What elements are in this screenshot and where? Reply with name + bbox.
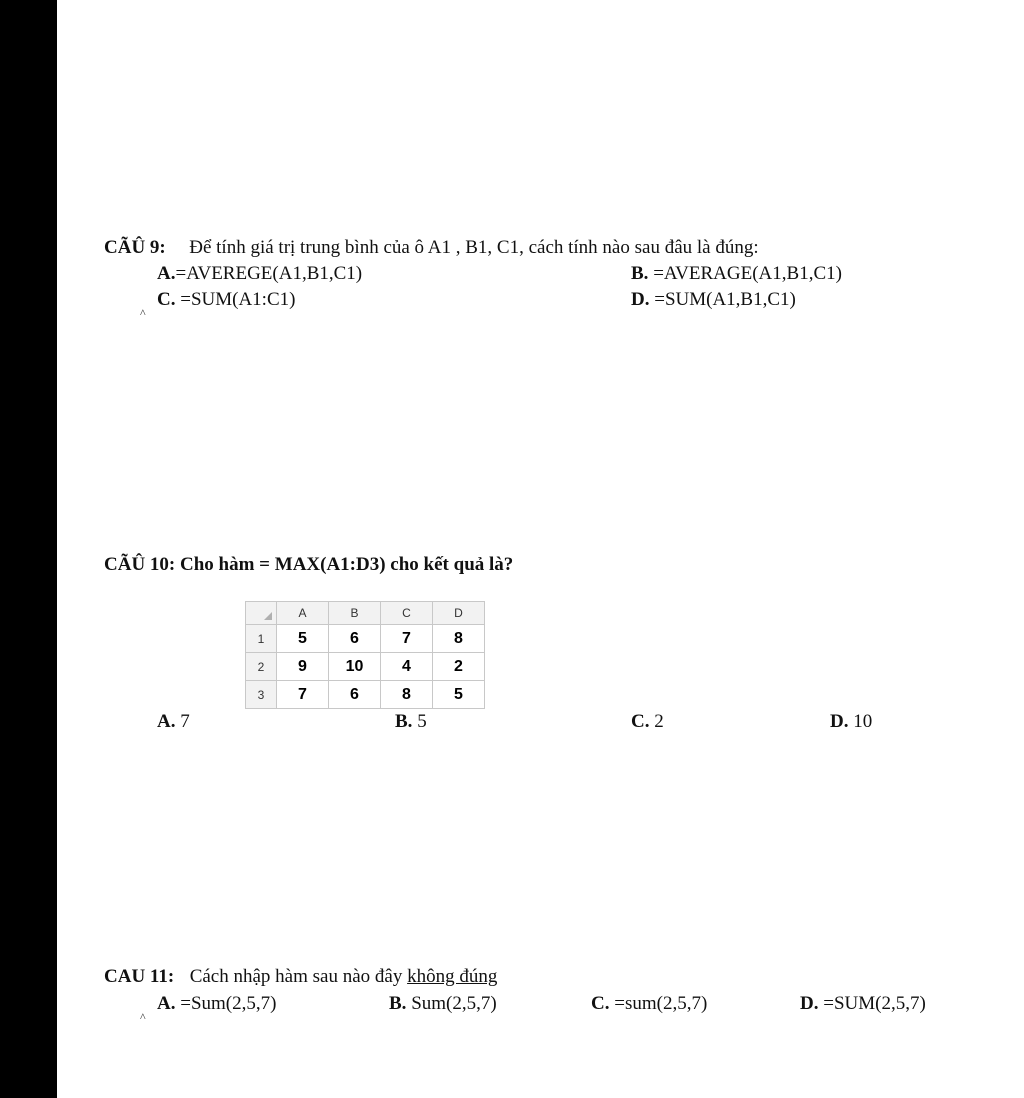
- stray-caret-mark: ^: [140, 306, 146, 320]
- cell-a3: 7: [277, 681, 329, 709]
- q11-option-d-letter: D.: [800, 993, 819, 1014]
- q11-option-d: [800, 993, 926, 1015]
- q10-option-d-letter: D.: [830, 711, 849, 732]
- q11-option-c-text: =sum(2,5,7): [614, 993, 708, 1014]
- cell-c1: 7: [381, 625, 433, 653]
- q9-option-c: [157, 289, 295, 311]
- spreadsheet-table: [245, 601, 485, 709]
- q11-option-b-text: Sum(2,5,7): [411, 993, 497, 1014]
- document-page: [57, 0, 1024, 1098]
- q9-option-b: [631, 263, 842, 285]
- q11-text-underlined: không đúng: [407, 966, 498, 987]
- row-header: 2: [246, 653, 277, 681]
- q11-option-b: [389, 993, 497, 1015]
- q11-stem: [104, 966, 497, 988]
- q10-option-a: [157, 711, 190, 733]
- sheet-row-2: [246, 653, 485, 681]
- q9-stem: [104, 237, 759, 259]
- q10-option-b-letter: B.: [395, 711, 413, 732]
- q10-option-a-text: 7: [180, 711, 190, 732]
- q10-option-a-letter: A.: [157, 711, 176, 732]
- q11-option-a-text: =Sum(2,5,7): [180, 993, 277, 1014]
- q9-option-b-text: =AVERAGE(A1,B1,C1): [653, 263, 842, 284]
- col-header-b: B: [329, 602, 381, 625]
- cell-b2: 10: [329, 653, 381, 681]
- q9-option-c-text: =SUM(A1:C1): [180, 289, 296, 310]
- cell-d3: 5: [433, 681, 485, 709]
- q9-option-d: [631, 289, 796, 311]
- q11-option-d-text: =SUM(2,5,7): [823, 993, 926, 1014]
- q11-option-c: [591, 993, 707, 1015]
- col-header-d: D: [433, 602, 485, 625]
- q10-option-b-text: 5: [417, 711, 427, 732]
- q10-option-d-text: 10: [853, 711, 873, 732]
- q9-number: CÃÛ 9:: [104, 237, 166, 258]
- q9-option-b-letter: B.: [631, 263, 649, 284]
- cell-c3: 8: [381, 681, 433, 709]
- cell-d2: 2: [433, 653, 485, 681]
- cell-d1: 8: [433, 625, 485, 653]
- stray-caret-mark: ^: [140, 1010, 146, 1024]
- q10-option-b: [395, 711, 427, 733]
- sheet-header-row: [246, 602, 485, 625]
- cell-b3: 6: [329, 681, 381, 709]
- col-header-c: C: [381, 602, 433, 625]
- q9-option-d-text: =SUM(A1,B1,C1): [654, 289, 796, 310]
- q11-text: Cách nhập hàm sau nào đây: [189, 966, 408, 987]
- row-header: 3: [246, 681, 277, 709]
- q10-option-c: [631, 711, 664, 733]
- q11-number: CAU 11:: [104, 966, 175, 987]
- q9-text: Để tính giá trị trung bình của ô A1 , B1, C1, cách tính nào sau đâu là đúng:: [189, 237, 759, 258]
- q9-option-a: [157, 263, 362, 285]
- q11-option-a-letter: A.: [157, 993, 176, 1014]
- col-header-a: A: [277, 602, 329, 625]
- q10-text: Cho hàm = MAX(A1:D3) cho kết quả là?: [180, 554, 514, 575]
- q10-option-c-text: 2: [654, 711, 664, 732]
- q10-stem: [104, 554, 513, 576]
- q9-option-a-letter: A.: [157, 263, 176, 284]
- q9-option-a-text: =AVEREGE(A1,B1,C1): [175, 263, 363, 284]
- sheet-row-1: [246, 625, 485, 653]
- row-header: 1: [246, 625, 277, 653]
- q9-option-c-letter: C.: [157, 289, 176, 310]
- cell-b1: 6: [329, 625, 381, 653]
- cell-c2: 4: [381, 653, 433, 681]
- q11-option-c-letter: C.: [591, 993, 610, 1014]
- q10-option-d: [830, 711, 872, 733]
- q11-option-a: [157, 993, 276, 1015]
- cell-a1: 5: [277, 625, 329, 653]
- cell-a2: 9: [277, 653, 329, 681]
- select-all-corner: [246, 602, 277, 625]
- q9-option-d-letter: D.: [631, 289, 650, 310]
- q10-number: CÃÛ 10:: [104, 554, 176, 575]
- q10-option-c-letter: C.: [631, 711, 650, 732]
- sheet-row-3: [246, 681, 485, 709]
- q11-option-b-letter: B.: [389, 993, 407, 1014]
